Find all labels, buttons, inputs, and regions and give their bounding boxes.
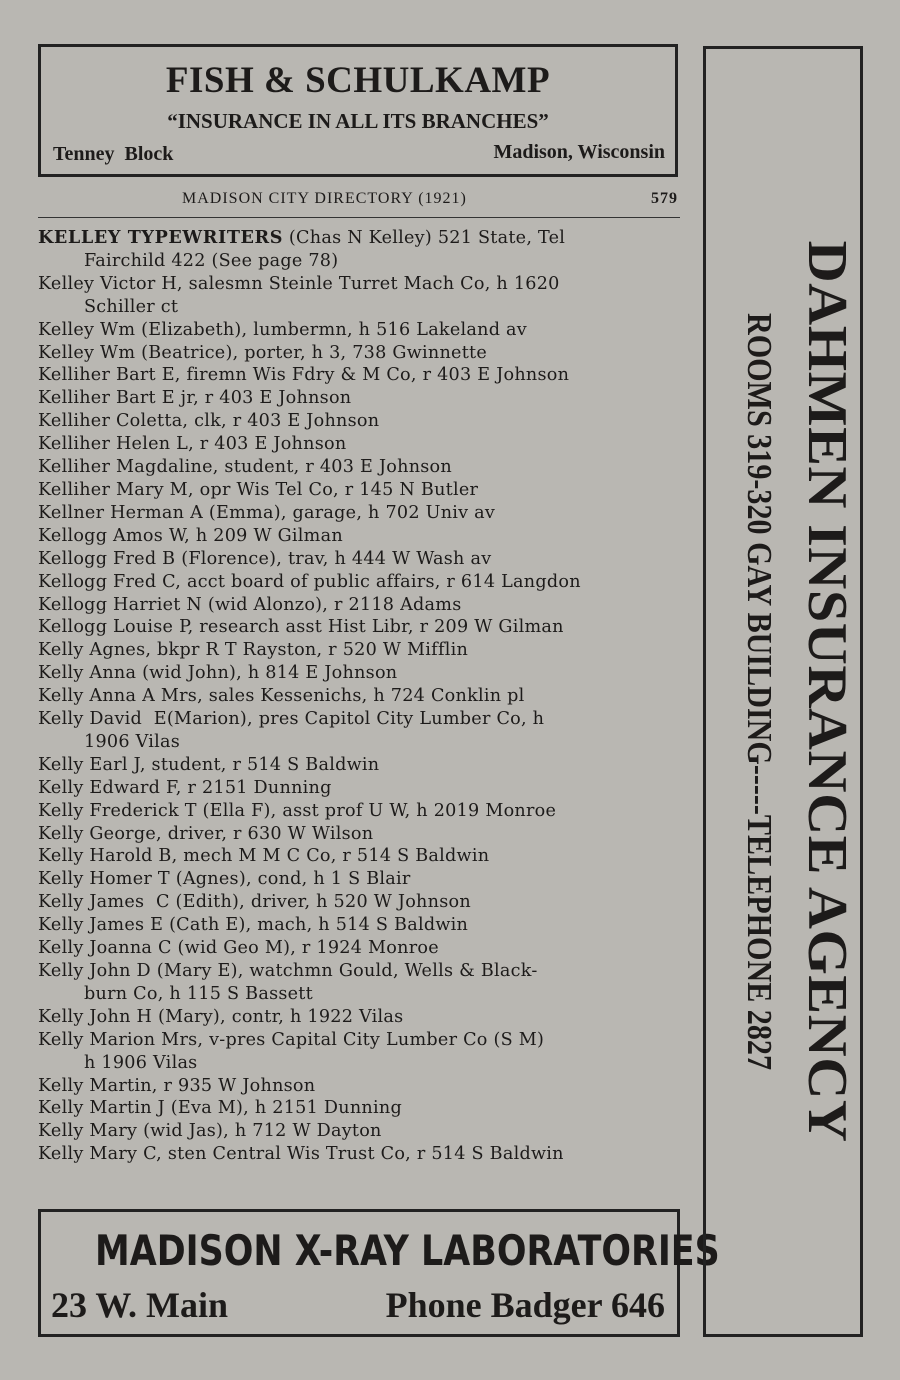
directory-entry (38, 868, 683, 891)
directory-entry (38, 823, 683, 846)
directory-entry (38, 342, 683, 365)
directory-entry (38, 433, 683, 456)
entry-continuation: 1906 Vilas (84, 731, 181, 752)
directory-entry (38, 502, 683, 525)
entry-line: (Chas N Kelley) 521 State, Tel (283, 228, 566, 248)
side-advertisement (703, 46, 863, 1337)
entry-line: Kellogg Louise P, research asst Hist Libr, r 209 W Gilman (38, 617, 564, 638)
directory-entry (38, 227, 683, 273)
directory-entry (38, 1006, 683, 1029)
directory-entry (38, 273, 683, 319)
side-ad-subtitle: ROOMS 319-320 GAY BUILDING-----TELEPHONE 2827 (740, 312, 779, 1070)
entry-line: Kelly Harold B, mech M M C Co, r 514 S Baldwin (38, 846, 490, 867)
entry-line: Kelly George, driver, r 630 W Wilson (38, 823, 374, 844)
entry-continuation: Schiller ct (84, 296, 179, 317)
directory-entry (38, 1143, 683, 1166)
directory-entry (38, 319, 683, 342)
entry-continuation: Fairchild 422 (See page 78) (84, 250, 339, 271)
entry-line: Kelliher Mary M, opr Wis Tel Co, r 145 N Butler (38, 479, 479, 500)
directory-entry (38, 571, 683, 594)
entry-line: Kelley Wm (Beatrice), porter, h 3, 738 Gwinnette (38, 342, 488, 363)
entry-line: Kelly James C (Edith), driver, h 520 W Johnson (38, 892, 471, 913)
entry-line: Kelliher Bart E, firemn Wis Fdry & M Co, r 403 E Johnson (38, 365, 570, 386)
entry-line: Kelly Anna A Mrs, sales Kessenichs, h 724 Conklin pl (38, 686, 525, 707)
entry-line: Kelley Wm (Elizabeth), lumbermn, h 516 Lakeland av (38, 319, 527, 340)
top-ad-address-right: Madison, Wisconsin (493, 141, 665, 163)
directory-entry (38, 387, 683, 410)
directory-entry (38, 891, 683, 914)
directory-entry (38, 685, 683, 708)
directory-listing (38, 227, 683, 1166)
directory-entry (38, 479, 683, 502)
entry-continuation: h 1906 Vilas (84, 1052, 198, 1073)
bottom-ad-phone: Phone Badger 646 (385, 1285, 665, 1325)
entry-line: Kelly Homer T (Agnes), cond, h 1 S Blair (38, 869, 411, 890)
entry-business-name: KELLEY TYPEWRITERS (38, 227, 284, 248)
directory-entry (38, 845, 683, 868)
entry-line: Kelly Joanna C (wid Geo M), r 1924 Monroe (38, 938, 439, 959)
directory-entry (38, 754, 683, 777)
directory-entry (38, 456, 683, 479)
entry-line: Kelly Martin, r 935 W Johnson (38, 1075, 316, 1096)
entry-line: Kelly Agnes, bkpr R T Rayston, r 520 W Mifflin (38, 640, 469, 661)
entry-continuation: burn Co, h 115 S Bassett (84, 983, 313, 1004)
entry-line: Kelly Frederick T (Ella F), asst prof U W, h 2019 Monroe (38, 800, 557, 821)
entry-line: Kelly Edward F, r 2151 Dunning (38, 777, 332, 798)
bottom-ad-address: 23 W. Main (51, 1285, 229, 1325)
directory-entry (38, 364, 683, 387)
directory-entry (38, 594, 683, 617)
header-divider (38, 217, 680, 218)
directory-entry (38, 1029, 683, 1075)
entry-line: Kelly Mary (wid Jas), h 712 W Dayton (38, 1121, 382, 1142)
directory-entry (38, 937, 683, 960)
directory-entry (38, 960, 683, 1006)
entry-line: Kelliher Coletta, clk, r 403 E Johnson (38, 411, 380, 432)
bottom-advertisement (38, 1209, 720, 1337)
entry-line: Kelly Anna (wid John), h 814 E Johnson (38, 663, 398, 684)
directory-entry (38, 800, 683, 823)
entry-line: Kelliher Magdaline, student, r 403 E Johnson (38, 457, 452, 478)
entry-line: Kellogg Amos W, h 209 W Gilman (38, 525, 343, 546)
entry-line: Kelly Earl J, student, r 514 S Baldwin (38, 754, 380, 775)
directory-entry (38, 639, 683, 662)
entry-line: Kellogg Harriet N (wid Alonzo), r 2118 Adams (38, 594, 462, 615)
directory-entry (38, 1097, 683, 1120)
bottom-ad-title: MADISON X-RAY LABORATORIES (95, 1226, 720, 1275)
directory-entry (38, 1120, 683, 1143)
directory-entry (38, 1075, 683, 1098)
entry-line: Kellner Herman A (Emma), garage, h 702 Univ av (38, 502, 496, 523)
entry-line: Kellogg Fred C, acct board of public affairs, r 614 Langdon (38, 571, 581, 592)
entry-line: Kelly Martin J (Eva M), h 2151 Dunning (38, 1098, 402, 1119)
entry-line: Kelly John D (Mary E), watchmn Gould, Wells & Black- (38, 961, 538, 981)
top-advertisement (38, 44, 678, 177)
entry-line: Kelly David E(Marion), pres Capitol City Lumber Co, h (38, 709, 545, 730)
directory-entry (38, 410, 683, 433)
directory-entry (38, 548, 683, 571)
page-number: 579 (651, 190, 678, 207)
entry-line: Kelly James E (Cath E), mach, h 514 S Baldwin (38, 915, 469, 936)
top-ad-tagline: “INSURANCE IN ALL ITS BRANCHES” (167, 109, 549, 133)
directory-entry (38, 914, 683, 937)
entry-line: Kelly Mary C, sten Central Wis Trust Co, r 514 S Baldwin (38, 1144, 564, 1165)
entry-line: Kelly Marion Mrs, v-pres Capital City Lumber Co (S M) (38, 1029, 545, 1050)
directory-entry (38, 777, 683, 800)
entry-line: Kelly John H (Mary), contr, h 1922 Vilas (38, 1006, 404, 1027)
directory-entry (38, 708, 683, 754)
entry-line: Kelley Victor H, salesmn Steinle Turret Mach Co, h 1620 (38, 273, 560, 294)
directory-entry (38, 616, 683, 639)
side-ad-title: DAHMEN INSURANCE AGENCY (796, 240, 858, 1143)
directory-entry (38, 525, 683, 548)
directory-title: MADISON CITY DIRECTORY (1921) (182, 190, 467, 207)
top-ad-title: FISH & SCHULKAMP (165, 60, 551, 101)
entry-line: Kellogg Fred B (Florence), trav, h 444 W Wash av (38, 548, 492, 569)
entry-line: Kelliher Helen L, r 403 E Johnson (38, 434, 347, 455)
page-header (38, 190, 680, 214)
entry-line: Kelliher Bart E jr, r 403 E Johnson (38, 388, 352, 409)
top-ad-address-left: Tenney Block (53, 143, 174, 165)
directory-entry (38, 662, 683, 685)
